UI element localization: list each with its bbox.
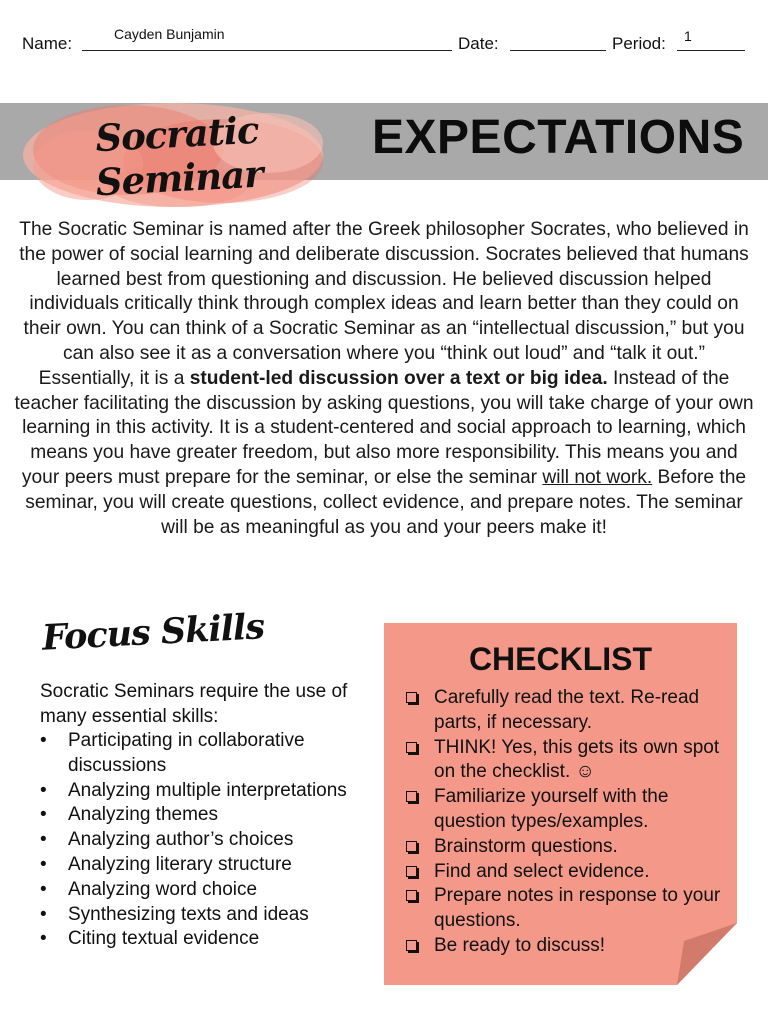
checklist-item bbox=[404, 884, 722, 934]
checkbox-icon[interactable] bbox=[406, 791, 417, 802]
checklist-item-text: THINK! Yes, this gets its own spot on the checklist. ☺ bbox=[434, 736, 720, 783]
date-line[interactable] bbox=[510, 50, 606, 51]
list-item bbox=[40, 903, 370, 928]
checklist-item-text: Brainstorm questions. bbox=[434, 835, 618, 857]
bullet-icon: • bbox=[40, 928, 47, 950]
intro-bold-text: student-led discussion over a text or big idea. bbox=[189, 367, 608, 389]
expectations-title: EXPECTATIONS bbox=[372, 111, 745, 164]
skill-text: Analyzing author’s choices bbox=[68, 829, 294, 851]
list-item bbox=[40, 927, 370, 952]
socratic-seminar-script-title: Socratic Seminar bbox=[94, 107, 264, 205]
bullet-icon: • bbox=[40, 804, 47, 826]
list-item bbox=[40, 853, 370, 878]
checklist-item bbox=[404, 686, 722, 736]
checkbox-icon[interactable] bbox=[406, 890, 417, 901]
skill-text: Analyzing multiple interpretations bbox=[68, 779, 347, 801]
student-info-header bbox=[22, 28, 750, 58]
list-item bbox=[40, 878, 370, 903]
checklist-item bbox=[404, 835, 722, 860]
list-item bbox=[40, 828, 370, 853]
skill-text: Analyzing literary structure bbox=[68, 853, 292, 875]
name-line[interactable] bbox=[82, 50, 452, 51]
checkbox-icon[interactable] bbox=[406, 692, 417, 703]
bullet-icon: • bbox=[40, 878, 47, 900]
name-value[interactable]: Cayden Bunjamin bbox=[114, 26, 225, 42]
checkbox-icon[interactable] bbox=[406, 940, 417, 951]
skill-text: Participating in collaborative discussions bbox=[68, 730, 305, 776]
checklist-item bbox=[404, 736, 722, 786]
checklist-item-text: Familiarize yourself with the question types/examples. bbox=[434, 786, 669, 832]
period-label: Period: bbox=[612, 34, 666, 53]
checklist-item bbox=[404, 934, 722, 959]
intro-text-3: Before the seminar, you will create questions, collect evidence, and prepare notes. The seminar will be as meaningful as you and your peers make it! bbox=[25, 466, 747, 538]
period-value[interactable]: 1 bbox=[684, 28, 692, 44]
checklist-item bbox=[404, 860, 722, 885]
focus-skills-list bbox=[40, 729, 370, 952]
skill-text: Citing textual evidence bbox=[68, 928, 260, 950]
checkbox-icon[interactable] bbox=[406, 742, 417, 753]
bullet-icon: • bbox=[40, 903, 47, 925]
checklist-item-text: Carefully read the text. Re-read parts, if necessary. bbox=[434, 687, 700, 733]
list-item bbox=[40, 803, 370, 828]
checklist-items bbox=[404, 686, 722, 959]
name-label: Name: bbox=[22, 34, 73, 53]
bullet-icon: • bbox=[40, 829, 47, 851]
focus-skills-title: Focus Skills bbox=[41, 606, 265, 659]
intro-text-2: Instead of the teacher facilitating the discussion by asking questions, you will take charge of your own learning in this activity. It is a student-centered and social approach to learning, which means you have greater freedom, but also more responsibility. This means you and your peers must prepare for the seminar, or else the seminar bbox=[14, 367, 754, 488]
bullet-icon: • bbox=[40, 779, 47, 801]
checklist-item-text: Find and select evidence. bbox=[434, 860, 650, 882]
list-item bbox=[40, 729, 370, 779]
bullet-icon: • bbox=[40, 853, 47, 875]
checkbox-icon[interactable] bbox=[406, 841, 417, 852]
bullet-icon: • bbox=[40, 730, 47, 751]
intro-paragraph bbox=[14, 218, 754, 540]
checklist-item bbox=[404, 785, 722, 835]
period-line[interactable] bbox=[677, 50, 745, 51]
checklist-title: CHECKLIST bbox=[468, 641, 653, 677]
checkbox-icon[interactable] bbox=[406, 866, 417, 877]
intro-text-1: The Socratic Seminar is named after the Greek philosopher Socrates, who believed in the power of social learning and deliberate discussion. Socrates believed that humans learned best from questioning and discussion. He believed discussion helped individuals critically think through complex ideas and learn better than they could on their own. You can think of a Socratic Seminar as an “intellectual discussion,” but you can also see it as a conversation where you “think out loud” and “talk it out.” Essentially, it is a bbox=[19, 219, 749, 389]
focus-skills-intro: Socratic Seminars require the use of many essential skills: bbox=[40, 681, 348, 727]
skill-text: Analyzing themes bbox=[68, 804, 218, 826]
skill-text: Synthesizing texts and ideas bbox=[68, 903, 309, 925]
skill-text: Analyzing word choice bbox=[68, 878, 258, 900]
checklist-item-text: Prepare notes in response to your questions. bbox=[434, 885, 721, 932]
list-item bbox=[40, 779, 370, 804]
checklist-item-text: Be ready to discuss! bbox=[434, 934, 606, 956]
intro-underlined-text: will not work. bbox=[542, 466, 653, 488]
date-label: Date: bbox=[458, 34, 499, 53]
